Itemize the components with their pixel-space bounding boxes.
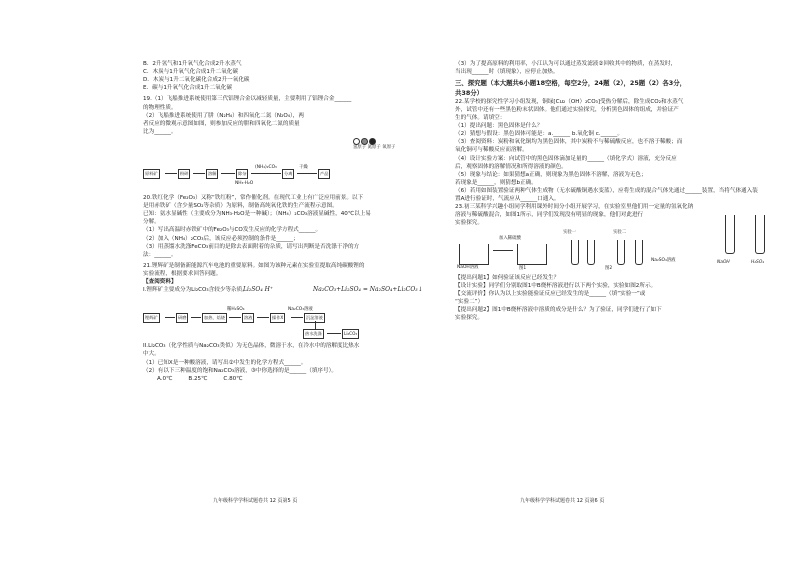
q22steps-line: （2）猜想与假设：黑色固体可能是：a.______ b.氧化铜 c.______。 — [455, 131, 623, 138]
q22steps-line: 若现象是______，则猜想b正确。 — [455, 179, 537, 186]
temp-option-b: B.25℃ — [188, 375, 208, 382]
temp-option-a: A.0℃ — [157, 375, 173, 382]
flow2-box-0: 锂辉矿 — [143, 313, 160, 323]
nitrogen-atom-icon — [361, 138, 368, 145]
question-22 — [455, 98, 785, 122]
flow1-label-1: (NH₄)₂CO₃ — [255, 164, 277, 170]
test-tube-1 — [571, 240, 579, 265]
flow1-label-0: NH₃·H₂O — [235, 180, 254, 186]
fig-label-add-acid: 加入稀硫酸 — [499, 235, 521, 241]
q21-line: 实验流程，根据要求回答问题。 — [143, 270, 222, 277]
q23tail-line: 实验探究。 — [455, 315, 483, 322]
flow2-box-3: 溶液 — [242, 313, 254, 323]
q22-line: 22.某学校的探究性学习小组发现，铜绿[Cu₂（OH）₂CO₃]受热分解后，除生成CO₂和水蒸气 — [455, 98, 684, 105]
lithium-flowchart — [143, 305, 473, 339]
flow2-arrow — [291, 317, 303, 318]
q22-line: 生的气体。请填空： — [455, 115, 506, 121]
q21-line: 21.锂辉矿是制备新能源汽车电池的重要原料。如图为该种元素在实验室提取高纯碳酸锂的 — [143, 262, 365, 269]
flow1-box-0: 原料矿 — [143, 169, 160, 179]
oxygen-atom-icon — [369, 138, 376, 145]
q21-questions — [143, 342, 473, 374]
legend-hydrogen: 氢原子 — [353, 144, 367, 150]
q22steps-line: 氧化铜可与稀酸反应而溶解。 — [455, 147, 528, 154]
question-21 — [143, 262, 473, 278]
flow1-arrow — [221, 173, 235, 174]
iron-oxide-flowchart — [143, 157, 473, 191]
q23-line: 23.初三某科学兴趣小组同学利用课外时间分小组开展学习，在实验室里他们用一定量的氢氧化钠 — [455, 204, 694, 211]
temp-option-c: C.80℃ — [223, 375, 243, 382]
left-exam-page — [143, 60, 473, 510]
flow2-box-5: 沉淀溶液 — [304, 313, 325, 323]
flow2-arrow — [229, 317, 241, 318]
q23-line: 实验探究。 — [455, 220, 483, 227]
question-20 — [143, 194, 473, 259]
q22steps-line: （3）查阅资料：炭粉和氧化铜均为黑色固体，其中炭粉不与稀硫酸反应，也不溶于稀酸；而 — [455, 139, 683, 146]
q19-line: （2）飞船推进系统使用了肼（N₂H₄）和四氧化二氮（N₂O₄），两 — [143, 112, 304, 119]
q23tail-line: 【设计实验】同学们分别取图1中B烧杯溶液进行以下两个实验，实验如图2所示。 — [455, 282, 657, 289]
flow1-arrow — [251, 173, 281, 174]
q22steps-line: （4）设计实验方案：向试管中的黑色固体滴加足量的______（填化学式）溶液，充分反应 — [455, 155, 677, 162]
flow2-box-7: Li₂CO₃ — [342, 329, 359, 339]
fig-label-exp1: 实验一 — [563, 229, 577, 235]
flow1-box-2: 溶解 — [206, 169, 218, 179]
section-3-title: 三、探究题（本大题共6小题18空格，每空2分，24题（2），25题（2）各3分， — [455, 79, 687, 88]
test-tube-2 — [587, 240, 595, 265]
test-tube-3 — [617, 240, 625, 265]
beaker-a — [459, 244, 489, 265]
q22-steps — [455, 122, 758, 203]
q19-line: 19.（1）飞船推进系统使用第三代铝锂合金以减轻质量，主要利用了铝锂合金______ — [143, 96, 352, 103]
fig-label-figure2: 图2 — [605, 265, 613, 271]
rintro-line: （3）为了提高原料的利用率，小江认为可以通过蒸发滤液②回收其中的物质，在蒸发时， — [455, 61, 677, 67]
fig-label-figure1: 图1 — [519, 265, 527, 271]
flow1-box-4: 分离 — [282, 169, 294, 179]
q21ref-line: I.锂辉矿主要成分为Li₂CO₃含较少等杂质。 — [143, 287, 248, 294]
flow2-arrow — [165, 317, 175, 318]
figure-1-and-2 — [455, 230, 785, 272]
fig-arrow — [493, 250, 513, 251]
beaker-b — [517, 244, 547, 265]
flow1-arrow — [193, 173, 205, 174]
flow1-label-2: 干燥 — [299, 164, 308, 170]
flow1-box-5: 产品 — [318, 169, 330, 179]
opts-top-line: E．碳与1升氧气化合成1升二氧化碳 — [143, 85, 232, 92]
q18-options — [143, 60, 473, 92]
apparatus-label-naoh: NaOH — [717, 260, 730, 265]
fig-label-naoh: NaOH溶液 — [457, 264, 479, 270]
section-3-title-cont: 共38分） — [455, 88, 484, 97]
flow1-box-1: 粉碎 — [178, 169, 190, 179]
legend-oxygen: 氧原子 — [382, 144, 396, 150]
handwritten-note-1: Li₂SO₄ H⁺ — [243, 286, 274, 294]
q21tail-line: II.Li₂CO₃（化学性质与Na₂CO₃类似）为无色晶体，微溶于水，在冷水中的溶解度比热水 — [143, 343, 360, 350]
fig-label-na2so4: Na₂SO₄溶液 — [651, 257, 676, 263]
q22steps-line: （6）若用如图装置验证两种气体生成物（无水硫酸铜遇水变蓝），应将生成的混合气体先通过______装置，当将气体通入装 — [455, 187, 758, 194]
rintro-line: 当出现______时（填现象），应停止加热。 — [455, 69, 559, 76]
molecule-legend — [143, 136, 473, 154]
q21tail-line: 中大。 — [143, 351, 160, 358]
left-page-footer: 九年级科学学科试题卷共 12 页第5 页 — [213, 498, 298, 504]
q20-line: 20.铁红化学（Fe₂O₃）又称“铁红粉”，常作催化剂。在现代工业上有广泛应用前景。以下 — [143, 194, 364, 201]
handwritten-note-2: Na₂CO₃+Li₂SO₄ = Na₂SO₄+Li₂CO₃↓ — [313, 286, 423, 294]
q19-line: 比为______。 — [143, 128, 177, 135]
q22steps-line: 置A进行验证时，气流应从______口通入。 — [455, 196, 560, 203]
flow1-arrow — [297, 173, 317, 174]
opts-top-line: C．木炭与1升氧气化合成1升二氧化碳 — [143, 69, 238, 76]
flow2-arrow — [327, 333, 341, 334]
q22steps-line: （5）现象与结论：如果猜想a正确，则现象为黑色固体不溶解，溶液为无色； — [455, 171, 647, 178]
q20-line: 是用赤铁矿（含少量SO₂等杂质）为原料，制备高纯氧化铁的生产流程示意图。 — [143, 203, 338, 210]
apparatus-label-h2so4: H₂SO₄ — [751, 260, 765, 265]
flow2-arrow — [257, 317, 269, 318]
flow1-box-3: 除杂 — [236, 169, 248, 179]
q22steps-line: （1）提出问题：黑色固体是什么？ — [455, 123, 543, 130]
q20-line: （3）用蒸馏水洗涤FeCO₃前目的是除去表面附着的杂质，请写出判断是否洗涤干净的方 — [143, 243, 360, 250]
flow2-label-1: Na₂CO₃溶液 — [288, 307, 313, 313]
q21tail-line: （2）有以下三种温度的饱和Na₂CO₃溶液，③中你选择的是______（填序号）。 — [143, 367, 337, 374]
q21tail-line: （1）已知X是一种酸溶液，请写出②中发生的化学方程式______。 — [143, 359, 307, 366]
flow2-label-0: 稀H₂SO₄ — [227, 307, 245, 313]
q23tail-line: 【交流评价】你认为以上实验能验证反应已经发生的是______（填“实验一”或 — [455, 290, 646, 297]
q19-line: 者反应的微观示意图如图，则参加反应的肼和四氧化二氮的质量 — [143, 120, 300, 127]
q23-line: 溶液与稀硫酸混合，如图1所示，同学们发现没有明显的现象，他们对此进行 — [455, 212, 644, 219]
q20-line: （1）写出高温时赤铁矿中的Fe₂O₃与CO发生反应的化学方程式______。 — [143, 227, 322, 234]
question-19 — [143, 95, 473, 136]
q21-reference-title: 【查阅资料】 — [143, 279, 177, 286]
q21-reference — [143, 286, 473, 294]
flow1-arrow — [165, 173, 177, 174]
flow2-box-4: 操作X — [270, 313, 285, 323]
right-page-footer: 九年级科学学科试题卷共 12 页第6 页 — [520, 498, 605, 504]
opts-top-line: B．2升氢气和1升氧气化合成2升水蒸气 — [143, 61, 242, 67]
flow2-box-1: 研磨 — [176, 313, 188, 323]
q22-line: 外，试管中还有一些黑色粉末状固体。他们通过实验探究，分析黑色固体的组成，并验证产 — [455, 106, 679, 113]
q23tail-line: 【提出问题1】如何验证该反应已经发生？ — [455, 274, 560, 281]
flow2-arrow — [191, 317, 201, 318]
flow2-box-6: 热水洗涤 — [303, 329, 324, 339]
flow2-connector — [315, 321, 316, 329]
q20-line: （2）加入（NH₄）₂CO₃后，该反应必须控制的条件是______； — [143, 235, 299, 242]
q20-line: 已知：氨水显碱性（主要成分为NH₃·H₂O是一种碱）；（NH₄）₂CO₃溶液显碱性，40℃以上易 — [143, 211, 371, 218]
q20-line: 分解。 — [143, 219, 160, 226]
test-tube-4 — [635, 240, 643, 265]
temperature-options — [143, 375, 473, 383]
flow2-box-2: 加热、焙烧 — [202, 313, 227, 323]
q20-line: 法：______。 — [143, 251, 177, 258]
hydrogen-atom-icon — [353, 138, 360, 145]
q21-continued — [455, 60, 785, 76]
q19-line: 的物理性质。 — [143, 104, 177, 111]
q23tail-line: “实验二”） — [455, 298, 484, 305]
fig-label-exp2: 实验二 — [613, 229, 627, 235]
opts-top-line: D．木炭与1升二氧化碳化合成2升一氧化碳 — [143, 77, 250, 84]
right-exam-page — [455, 60, 785, 510]
q23tail-line: 【提出问题2】图1中B烧杯溶液中溶质的成分是什么？为了验证，同学们进行了如下 — [455, 306, 662, 313]
q22steps-line: 后，观察固体的溶解情况和所得溶液的颜色。 — [455, 163, 567, 170]
legend-nitrogen: 氮原子 — [367, 144, 381, 150]
